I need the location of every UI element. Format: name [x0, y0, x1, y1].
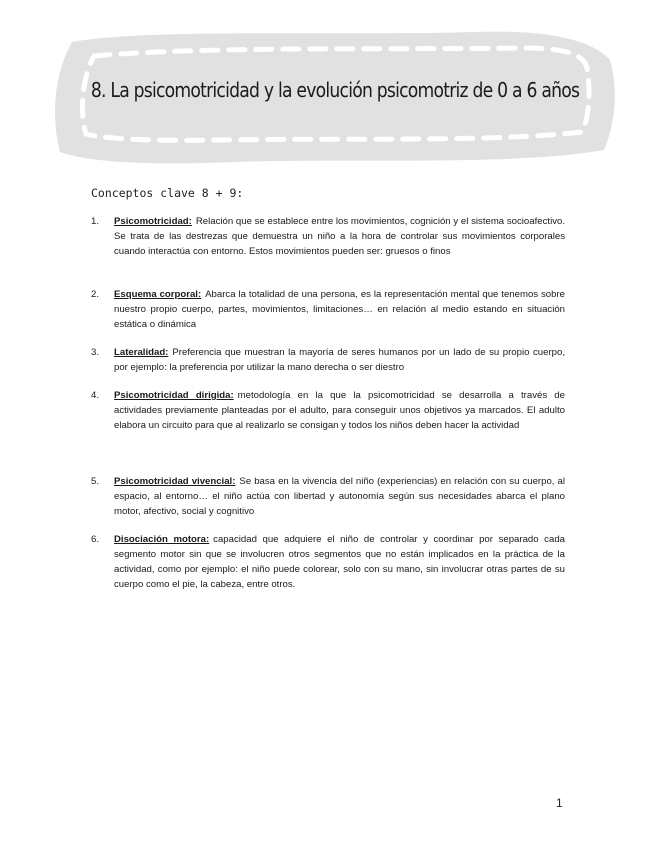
- item-number: 1.: [91, 216, 100, 227]
- item-number: 2.: [91, 289, 100, 300]
- item-text: Preferencia que muestran la mayoría de seres humanos por un lado de su propio cuerpo, por ejemplo: la preferencia por utilizar la mano derecha o ser diestro: [114, 347, 565, 373]
- page-number: 1: [556, 796, 563, 810]
- page-title: 8. La psicomotricidad y la evolución psicomotriz de 0 a 6 años: [90, 78, 580, 102]
- concepts-heading: Conceptos clave 8 + 9:: [91, 186, 244, 200]
- item-term: Disociación motora:: [114, 534, 210, 545]
- item-term: Psicomotricidad dirigida:: [114, 390, 234, 401]
- title-banner: [54, 26, 616, 166]
- item-text: Se basa en la vivencia del niño (experiencias) en relación con su cuerpo, al espacio, al entorno… el niño actúa con libertad y autonomía según sus necesidades abarca el plano motor, afectivo, social y cognitivo: [114, 476, 565, 517]
- item-text: Relación que se establece entre los movimientos, cognición y el sistema socioafectivo. Se trata de las destrezas que demuestra un niño a la hora de controlar sus movimientos corporales cuando interactúa con entorno. Estos movimientos pueden ser: gruesos o finos: [114, 216, 565, 257]
- item-term: Psicomotricidad:: [114, 216, 192, 227]
- item-text: metodología en la que la psicomotricidad se desarrolla a través de actividades previamente planteadas por el adulto, para conseguir unos objetivos ya marcados. El adulto elabora un circuito para que al realizarlo se consigan y todos los niños deben hacer la actividad: [114, 390, 565, 431]
- item-number: 4.: [91, 390, 100, 401]
- item-number: 3.: [91, 347, 100, 358]
- item-term: Psicomotricidad vivencial:: [114, 476, 236, 487]
- item-text: capacidad que adquiere el niño de controlar y coordinar por separado cada segmento motor sin que se involucren otros segmentos que no están implicados en la práctica de la actividad, como por ejemplo: el niño puede colorear, solo con su mano, sin involucrar otras partes de su cuerpo como el pie, la cabeza, entre otros.: [114, 534, 565, 590]
- item-term: Lateralidad:: [114, 347, 169, 358]
- item-text: Abarca la totalidad de una persona, es la representación mental que tenemos sobre nuestro propio cuerpo, partes, movimientos, limitaciones… en relación al medio estando en situación estática o dinámica: [114, 289, 565, 330]
- item-number: 5.: [91, 476, 100, 487]
- item-term: Esquema corporal:: [114, 289, 202, 300]
- item-number: 6.: [91, 534, 100, 545]
